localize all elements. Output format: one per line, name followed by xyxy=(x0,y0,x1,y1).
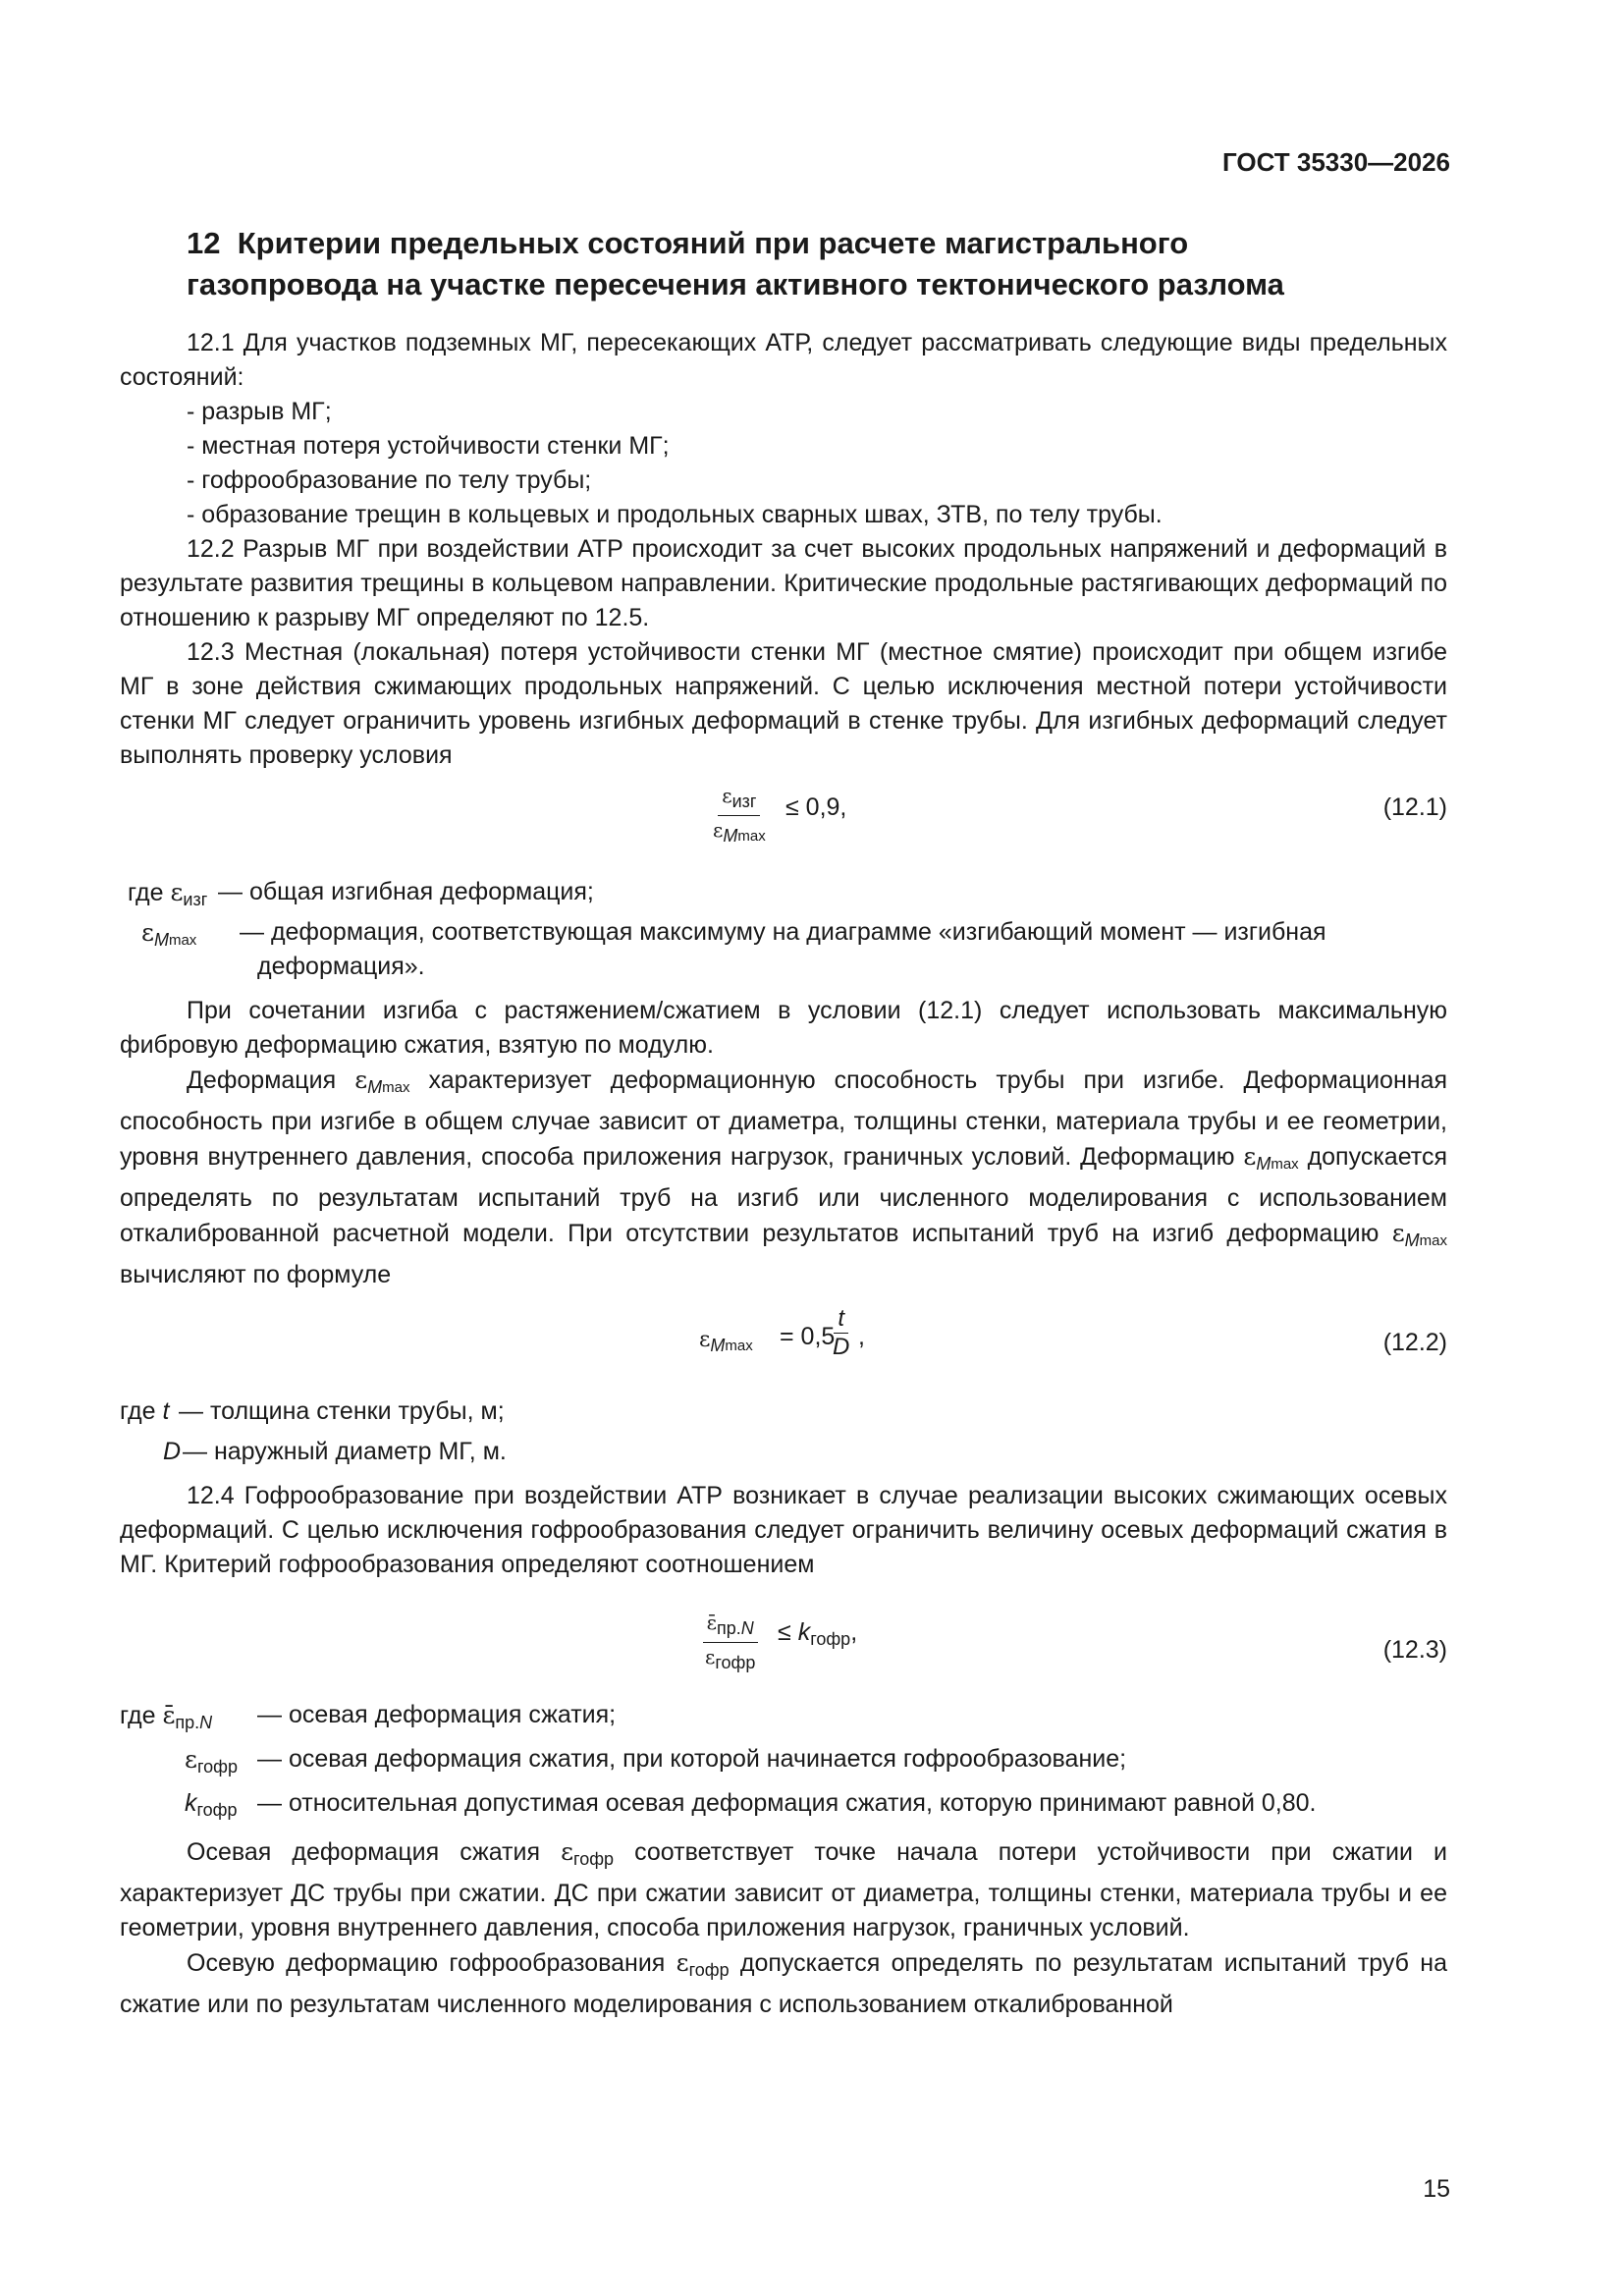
definition-row xyxy=(120,1786,1447,1821)
fraction-numerator: t xyxy=(834,1308,848,1334)
definition-text: — относительная допустимая осевая деформация сжатия, которую принимают равной 0,80. xyxy=(257,1789,1317,1817)
formula-number: (12.2) xyxy=(1382,1329,1447,1356)
fraction xyxy=(829,1305,853,1360)
list-item: - гофрообразование по телу трубы; xyxy=(187,466,592,494)
fraction-denominator: $\varepsilon M_{max}$ xyxy=(713,818,766,846)
fraction xyxy=(709,785,770,847)
formula-number: (12.3) xyxy=(1382,1636,1447,1664)
definition-row xyxy=(120,1394,1447,1429)
document-body xyxy=(120,326,1447,2022)
definition-symbol: $k_{гофр}$ xyxy=(185,1789,238,1820)
section-title xyxy=(187,223,1463,305)
list-item: - образование трещин в кольцевых и продольных сварных швах, ЗТВ, по телу трубы. xyxy=(187,501,1163,528)
formula-number: (12.1) xyxy=(1382,793,1447,821)
section-title-line1: Критерии предельных состояний при расчете магистрального xyxy=(237,226,1189,260)
list-item: - разрыв МГ; xyxy=(187,398,332,425)
definition-row xyxy=(120,1435,1447,1469)
definition-text: — осевая деформация сжатия, при которой начинается гофрообразование; xyxy=(257,1745,1127,1773)
definition-symbol: $\varepsilon_{гофр}$ xyxy=(185,1745,238,1777)
definition-row xyxy=(120,915,1447,984)
paragraph-combo: При сочетании изгиба с растяжением/сжатием в условии (12.1) следует использовать максимальную фибровую деформацию сжатия, взятую по модулю. xyxy=(120,997,1447,1059)
standard-header: ГОСТ 35330—2026 xyxy=(1222,147,1450,177)
formula-12-3 xyxy=(120,1582,1447,1684)
fraction-denominator: D xyxy=(833,1334,850,1360)
section-title-line2: газопровода на участке пересечения активного тектонического разлома xyxy=(187,267,1284,301)
formula-lhs: $\varepsilon_M\max$ xyxy=(699,1328,753,1355)
definition-symbol: D xyxy=(163,1438,182,1465)
paragraph-12-3: 12.3 Местная (локальная) потеря устойчивости стенки МГ (местное смятие) происходит при общем изгибе МГ в зоне действия сжимающих продольных напряжений. С целью исключения местной потери устойчивости стенки МГ следует ограничить уровень изгибных деформаций в стенке трубы. Для изгибных деформаций следует выполнять проверку условия xyxy=(120,638,1447,769)
fraction-numerator: εизг xyxy=(718,785,760,816)
definition-text: — осевая деформация сжатия; xyxy=(257,1701,617,1728)
paragraph-axial: Осевая деформация сжатия $\varepsilon_{гофр}$ соответствует точке начала потери устойчивости при сжатии и характеризует ДС трубы при сжатии. ДС при сжатии зависит от диаметра, толщины стенки, материала трубы и ее геометрии, уровня внутреннего давления, способа приложения нагрузок, граничных условий. xyxy=(120,1837,1447,1941)
formula-equals: = 0,5 xyxy=(780,1323,836,1350)
fraction xyxy=(701,1612,759,1673)
definition-symbol: где $\varepsilon_{изг}$ xyxy=(128,878,208,909)
paragraph-last: Осевую деформацию гофрообразования $\varepsilon_{гофр}$ допускается определять по результатам испытаний труб на сжатие или по результатам численного моделирования с использованием откалиброванной xyxy=(120,1948,1447,2018)
formula-relation: ≤ 0,9, xyxy=(785,793,847,821)
formula-12-1 xyxy=(120,773,1447,859)
definition-symbol: где $\varepsilon̄_{пр.N}$ xyxy=(120,1701,213,1732)
paragraph-12-4: 12.4 Гофрообразование при воздействии АТР возникает в случае реализации высоких сжимающих осевых деформаций. С целью исключения гофрообразования следует ограничить величину осевых деформаций сжатия в МГ. Критерий гофрообразования определяют соотношением xyxy=(120,1482,1447,1578)
definition-symbol: где t xyxy=(120,1397,170,1425)
formula-tail: , xyxy=(858,1323,865,1350)
paragraph-12-2: 12.2 Разрыв МГ при воздействии АТР происходит за счет высоких продольных напряжений и деформаций в результате развития трещины в кольцевом направлении. Критические продольные растягивающих деформаций по отношению к разрыву МГ определяют по 12.5. xyxy=(120,535,1447,631)
definition-text: — толщина стенки трубы, м; xyxy=(179,1397,505,1425)
formula-12-2 xyxy=(120,1292,1447,1381)
definition-row xyxy=(120,875,1447,909)
definition-row xyxy=(120,1742,1447,1777)
definition-text: — общая изгибная деформация; xyxy=(218,878,594,905)
section-number: 12 xyxy=(187,226,221,260)
page-number: 15 xyxy=(1423,2175,1450,2203)
fraction-numerator: ε̄пр.N xyxy=(703,1612,758,1643)
paragraph-deformation: Деформация $\varepsilon_M\max$ характеризует деформационную способность трубы при изгибе. Деформационная способность при изгибе в общем случае зависит от диаметра, толщины стенки, материала трубы и ее геометрии, уровня внутреннего давления, способа приложения нагрузок, граничных условий. Деформацию $\varepsilon_M\max$ допускается определять по результатам испытаний труб на изгиб или численного моделирования с использованием откалиброванной расчетной модели. При отсутствии результатов испытаний труб на изгиб деформацию $\varepsilon_M\max$ вычисляют по формуле xyxy=(120,1066,1448,1288)
definition-text: — наружный диаметр МГ, м. xyxy=(183,1438,507,1465)
definition-row xyxy=(120,1698,1447,1732)
definition-symbol: $\varepsilon_M\max$ xyxy=(141,918,197,950)
formula-rhs: ≤ $k_{гофр}$, xyxy=(778,1618,858,1649)
list-item: - местная потеря устойчивости стенки МГ; xyxy=(187,432,670,460)
fraction-denominator: εгофр xyxy=(705,1645,756,1672)
paragraph-12-1: 12.1 Для участков подземных МГ, пересекающих АТР, следует рассматривать следующие виды предельных состояний: xyxy=(120,329,1447,391)
definition-text: — деформация, соответствующая максимуму на диаграмме «изгибающий момент — изгибная деформация». xyxy=(240,918,1326,980)
